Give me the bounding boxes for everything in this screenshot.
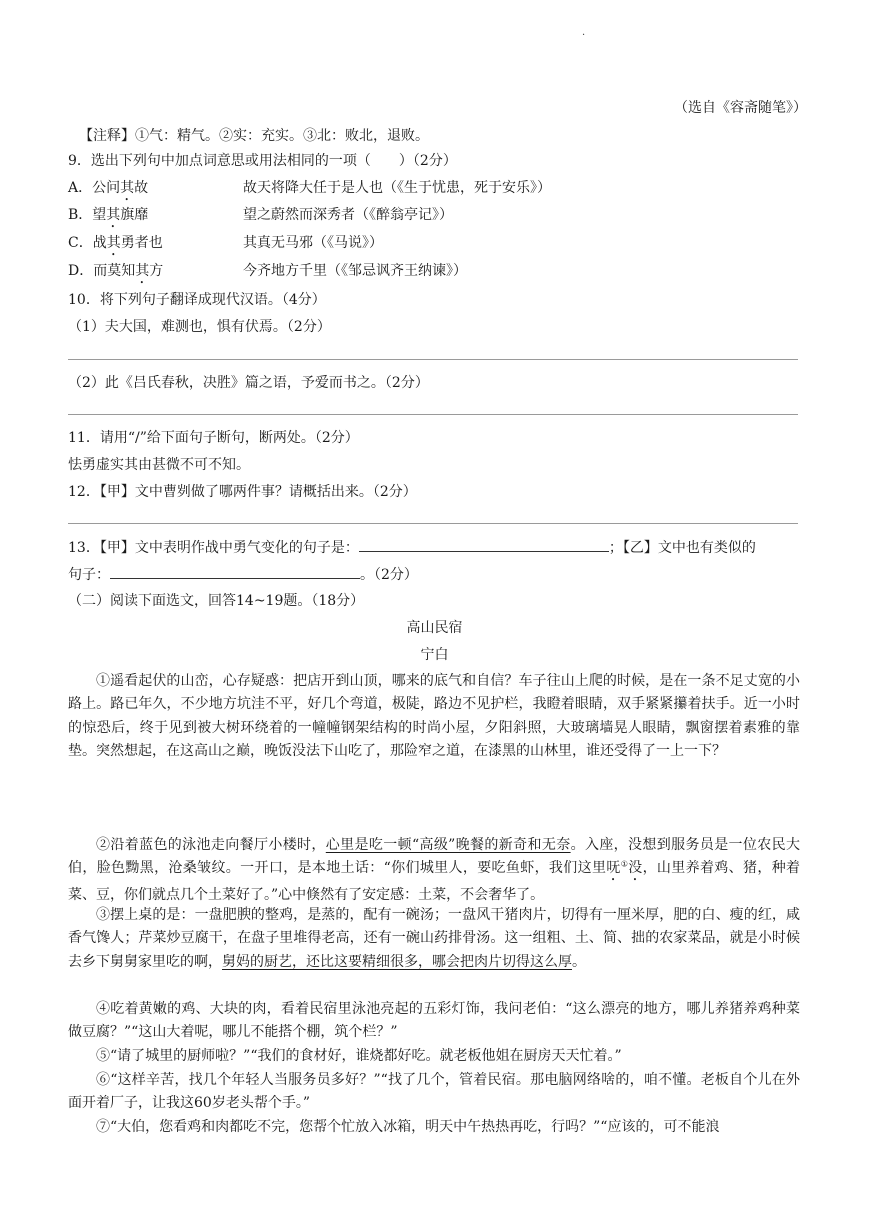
answer-line xyxy=(68,359,798,360)
answer-line xyxy=(68,414,798,415)
q9-option-a: A．公问其故 故天将降大任于是人也（《生于忧患，死于安乐》） xyxy=(68,180,551,196)
q9-stem: 9．选出下列句中加点词意思或用法相同的一项（ ）（2分） xyxy=(68,153,457,169)
paragraph-2: ②沿着蓝色的泳池走向餐厅小楼时，心里是吃一顿“高级”晚餐的新奇和无奈。入座，没想到服务员是一位农民大伯，脸色黝黑，沧桑皱纹。一开口，是本地土话：“你们城里人，要吃鱼虾，我们这里呒①没，山里养着鸡、猪，种着菜、豆，你们就点几个土菜好了。”心中倏然有了安定感：土菜，不会奢华了。 xyxy=(68,837,801,904)
paragraph-3: ③摆上桌的是：一盘肥腴的整鸡，是蒸的，配有一碗汤；一盘风干猪肉片，切得有一厘米厚，肥的白、瘦的红，咸香气馋人；芹菜炒豆腐干，在盘子里堆得老高，还有一碗山药排骨汤。这一组粗、土、简、拙的农家菜品，就是小时候去乡下舅舅家里吃的啊，舅妈的厨艺，还比这要精细很多，哪会把肉片切得这么厚。 xyxy=(68,907,800,970)
paragraph-6: ⑥“这样辛苦，找几个年轻人当服务员多好？”“找了几个，管着民宿。那电脑网络啥的，咱不懂。老板自个儿在外面开着厂子，让我这60岁老头帮个手。” xyxy=(68,1072,800,1112)
q13-line-2: 句子： 。（2分） xyxy=(68,563,418,585)
article-author: 宁白 xyxy=(420,647,449,663)
q10-stem: 10．将下列句子翻译成现代汉语。（4分） xyxy=(68,292,326,308)
annotation: 【注释】①气：精气。②实：充实。③北：败北，退败。 xyxy=(79,128,429,144)
section2-stem: （二）阅读下面选文，回答14~19题。（18分） xyxy=(68,593,365,609)
q9-option-b: B．望其旗靡 望之蔚然而深秀者（《醉翁亭记》） xyxy=(68,207,453,223)
answer-blank[interactable] xyxy=(110,563,360,579)
q11-sentence: 怯勇虚实其由甚微不可不知。 xyxy=(68,457,250,473)
paragraph-4: ④吃着黄嫩的鸡、大块的肉，看着民宿里泳池亮起的五彩灯饰，我问老伯：“这么漂亮的地方，哪儿养猪养鸡种菜做豆腐？”“这山大着呢，哪儿不能搭个棚，筑个栏？” xyxy=(68,1001,800,1041)
answer-blank[interactable] xyxy=(359,536,609,552)
q11-stem: 11．请用“/”给下面句子断句，断两处。（2分） xyxy=(68,430,359,446)
paragraph-5: ⑤“请了城里的厨师啦？”“我们的食材好，谁烧都好吃。就老板他姐在厨房天天忙着。” xyxy=(96,1048,622,1064)
document-page: · （选自《容斋随笔》） 【注释】①气：精气。②实：充实。③北：败北，退败。 9．选出下列句中加点词意思或用法相同的一项（ ）（2分） A．公问其故 故天将降大任于是人也（《生于忧患，死于安乐》） B．望其旗靡 望之蔚然而深秀者（《醉翁亭记》） C．战其勇者也 其真无马邪（《马说》） D．而莫知其方 今齐地方千里（《邹忌讽齐王纳谏》） 10．将下列句子翻译成现代汉语。（4分） （1）夫大国，难测也，惧有伏焉。（2分） （2）此《吕氏春秋，决胜》篇之语，予爱而书之。（2分） 11．请用“/”给下面句子断句，断两处。（2分） 怯勇虚实其由甚微不可不知。 12．【甲】文中曹刿做了哪两件事？请概括出来。（2分） 13．【甲】文中表明作战中勇气变化的句子是： ；【乙】文中也有类似的 句子： 。（2分） （二）阅读下面选文，回答14~19题。（18分） 高山民宿 宁白 ①遥看起伏的山峦，心存疑惑：把店开到山顶，哪来的底气和自信？车子往山上爬的时候，是在一条不足丈宽的小路上。路已年久，不少地方坑洼不平，好几个弯道，极陡，路边不见护栏，我瞪着眼睛，双手紧紧攥着扶手。近一小时的惊恐后，终于见到被大树环绕着的一幢幢钢架结构的时尚小屋，夕阳斜照，大玻璃墙晃人眼睛，飘窗摆着素雅的靠垫。突然想起，在这高山之巅，晚饭没法下山吃了，那险窄之道，在漆黑的山林里，谁还受得了一上一下？ ②沿着蓝色的泳池走向餐厅小楼时，心里是吃一顿“高级”晚餐的新奇和无奈。入座，没想到服务员是一位农民大伯，脸色黝黑，沧桑皱纹。一开口，是本地土话：“你们城里人，要吃鱼虾，我们这里呒①没，山里养着鸡、猪，种着菜、豆，你们就点几个土菜好了。”心中倏然有了安定感：土菜，不会奢华了。 ③摆上桌的是：一盘肥腴的整鸡，是蒸的，配有一碗汤；一盘风干猪肉片，切得有一厘米厚，肥的白、瘦的红，咸香气馋人；芹菜炒豆腐干，在盘子里堆得老高，还有一碗山药排骨汤。这一组粗、土、简、拙的农家菜品，就是小时候去乡下舅舅家里吃的啊，舅妈的厨艺，还比这要精细很多，哪会把肉片切得这么厚。 ④吃着黄嫩的鸡、大块的肉，看着民宿里泳池亮起的五彩灯饰，我问老伯：“这么漂亮的地方，哪儿养猪养鸡种菜做豆腐？”“这山大着呢，哪儿不能搭个棚，筑个栏？” ⑤“请了城里的厨师啦？”“我们的食材好，谁烧都好吃。就老板他姐在厨房天天忙着。” ⑥“这样辛苦，找几个年轻人当服务员多好？”“找了几个，管着民宿。那电脑网络啥的，咱不懂。老板自个儿在外面开着厂子，让我这60岁老头帮个手。” ⑦“大伯，您看鸡和肉都吃不完，您帮个忙放入冰箱，明天中午热热再吃，行吗？”“应该的，可不能浪 xyxy=(0,0,869,1228)
article-title: 高山民宿 xyxy=(406,620,463,636)
q12-stem: 12．【甲】文中曹刿做了哪两件事？请概括出来。（2分） xyxy=(68,484,417,500)
paragraph-7: ⑦“大伯，您看鸡和肉都吃不完，您帮个忙放入冰箱，明天中午热热再吃，行吗？”“应该的，可不能浪 xyxy=(96,1119,720,1135)
answer-line xyxy=(68,523,798,524)
q10-sentence-1: （1）夫大国，难测也，惧有伏焉。（2分） xyxy=(68,319,331,335)
paragraph-1: ①遥看起伏的山峦，心存疑惑：把店开到山顶，哪来的底气和自信？车子往山上爬的时候，是在一条不足丈宽的小路上。路已年久，不少地方坑洼不平，好几个弯道，极陡，路边不见护栏，我瞪着眼睛，双手紧紧攥着扶手。近一小时的惊恐后，终于见到被大树环绕着的一幢幢钢架结构的时尚小屋，夕阳斜照，大玻璃墙晃人眼睛，飘窗摆着素雅的靠垫。突然想起，在这高山之巅，晚饭没法下山吃了，那险窄之道，在漆黑的山林里，谁还受得了一上一下？ xyxy=(68,673,800,760)
q9-option-d: D．而莫知其方 今齐地方千里（《邹忌讽齐王纳谏》） xyxy=(68,263,467,279)
q10-sentence-2: （2）此《吕氏春秋，决胜》篇之语，予爱而书之。（2分） xyxy=(68,375,429,391)
q9-option-c: C．战其勇者也 其真无马邪（《马说》） xyxy=(68,235,383,251)
source-note: （选自《容斋随笔》） xyxy=(674,100,807,116)
q13-line-1: 13．【甲】文中表明作战中勇气变化的句子是： ；【乙】文中也有类似的 xyxy=(68,536,756,558)
